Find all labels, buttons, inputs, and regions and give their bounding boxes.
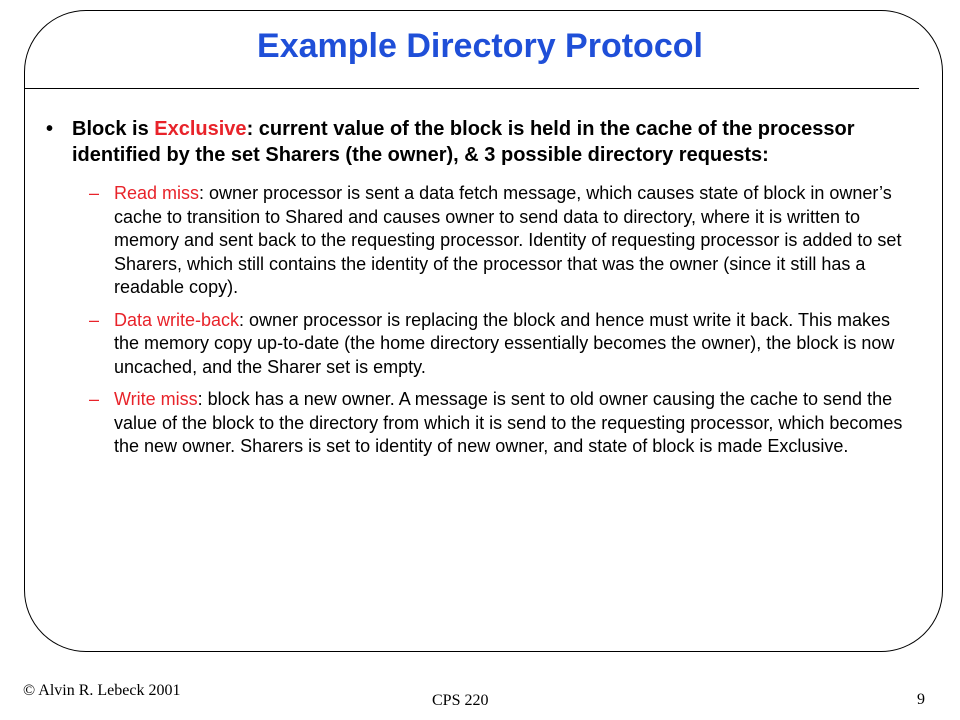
- sub-bullet-description: : owner processor is replacing the block and hence must write it back. This makes the memory copy up-to-date (the home directory essentially becomes the owner), the block is now uncached, and the Sharer set is empty.: [114, 309, 895, 377]
- sub-bullet-description: : block has a new owner. A message is sent to old owner causing the cache to send the value of the block to the directory from which it is send to the requesting processor, which becomes the new owner. Sharers is set to identity of new owner, and state of block is made Exclusive.: [114, 389, 903, 456]
- sub-bullet-read-miss: [89, 182, 906, 300]
- main-bullet-prefix: Block is: [72, 118, 155, 140]
- sub-bullet-text: [114, 182, 906, 300]
- sub-bullet-marker: –: [89, 389, 100, 409]
- sub-bullet-write-miss: [89, 388, 906, 459]
- main-bullet-text: [72, 116, 906, 168]
- copyright-footer: © Alvin R. Lebeck 2001: [23, 682, 181, 699]
- sub-bullet-term: Write miss: [114, 389, 198, 409]
- slide-title: Example Directory Protocol: [257, 27, 703, 65]
- title-divider: [24, 88, 919, 89]
- main-bullet-emphasis: Exclusive: [154, 118, 247, 140]
- sub-bullet-term: Read miss: [114, 183, 200, 203]
- slide-content: [46, 116, 906, 459]
- sub-bullet-term: Data write-back: [114, 309, 240, 330]
- sub-bullet-data-write-back: [89, 309, 906, 380]
- main-bullet-suffix: : current value of the block is held in the cache of the processor identified by the set Sharers (the owner), & 3 possible directory requests:: [72, 118, 855, 166]
- main-bullet: [46, 116, 906, 168]
- page-number: 9: [917, 691, 925, 708]
- course-footer: CPS 220: [432, 692, 489, 709]
- sub-bullet-marker: –: [89, 309, 100, 330]
- sub-bullet-text: [114, 309, 906, 380]
- sub-bullet-marker: –: [89, 183, 100, 203]
- sub-bullet-text: [114, 388, 906, 459]
- bullet-marker: •: [46, 118, 54, 140]
- sub-bullet-description: : owner processor is sent a data fetch message, which causes state of block in owner’s cache to transition to Shared and causes owner to send data to directory, where it is written to memory and sent back to the requesting processor. Identity of requesting processor is added to set Sharers, which still contains the identity of the processor that was the owner (since it still has a readable copy).: [114, 183, 902, 297]
